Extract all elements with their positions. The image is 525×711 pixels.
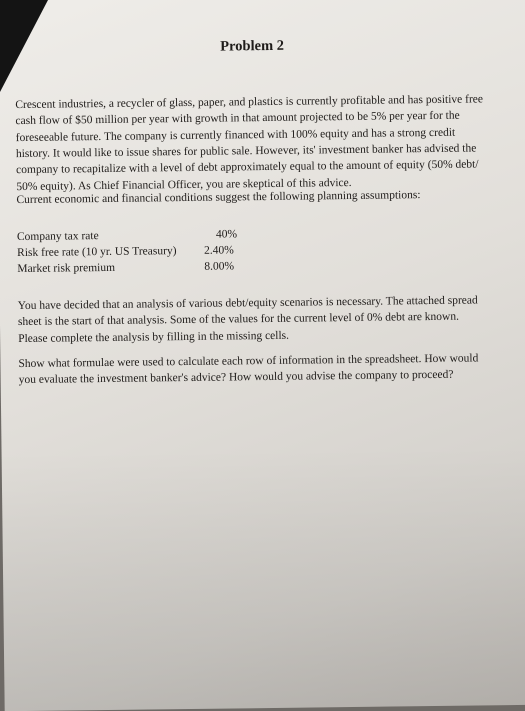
assumption-label: Company tax rate	[16, 230, 99, 244]
questions-paragraph: Show what formulae were used to calculate each row of information in the spreadsheet. How would you evaluate the investment banker's advice? How would you advise the company to proceed?	[18, 352, 479, 387]
assumption-label: Risk free rate (10 yr. US Treasury)	[17, 245, 177, 260]
analysis-paragraph: You have decided that an analysis of various debt/equity scenarios is necessary. The attached spread sheet is the start of that analysis. Some of the values for the current level of 0% debt are known. Please complete the analysis by filling in the missing cells.	[17, 294, 478, 345]
problem-title: Problem 2	[220, 37, 285, 55]
assumption-row	[17, 258, 276, 277]
assumptions-table	[17, 226, 277, 277]
assumption-value: 2.40%	[204, 244, 234, 257]
assumption-label: Market risk premium	[17, 261, 116, 276]
scenario-paragraph: Crescent industries, a recycler of glass, paper, and plastics is currently profitable and has positive free cash flow of $50 million per year with growth in that amount projected to be 5% per year for the foreseeable future. The company is currently financed with 100% equity and has a strong credit history. It would like to issue shares for public sale. However, its' investment banker has advised the company to recapitalize with a level of debt approximately equal to the amount of equity (50% debt/ 50% equity). As Chief Financial Officer, you are skeptical of this advice.	[15, 93, 484, 193]
assumptions-intro: Current economic and financial conditions suggest the following planning assumptions:	[16, 189, 421, 207]
background-corner	[0, 0, 48, 92]
assumption-value: 8.00%	[204, 260, 235, 273]
lighting-shade	[2, 445, 525, 711]
assumption-value: 40%	[215, 228, 238, 241]
